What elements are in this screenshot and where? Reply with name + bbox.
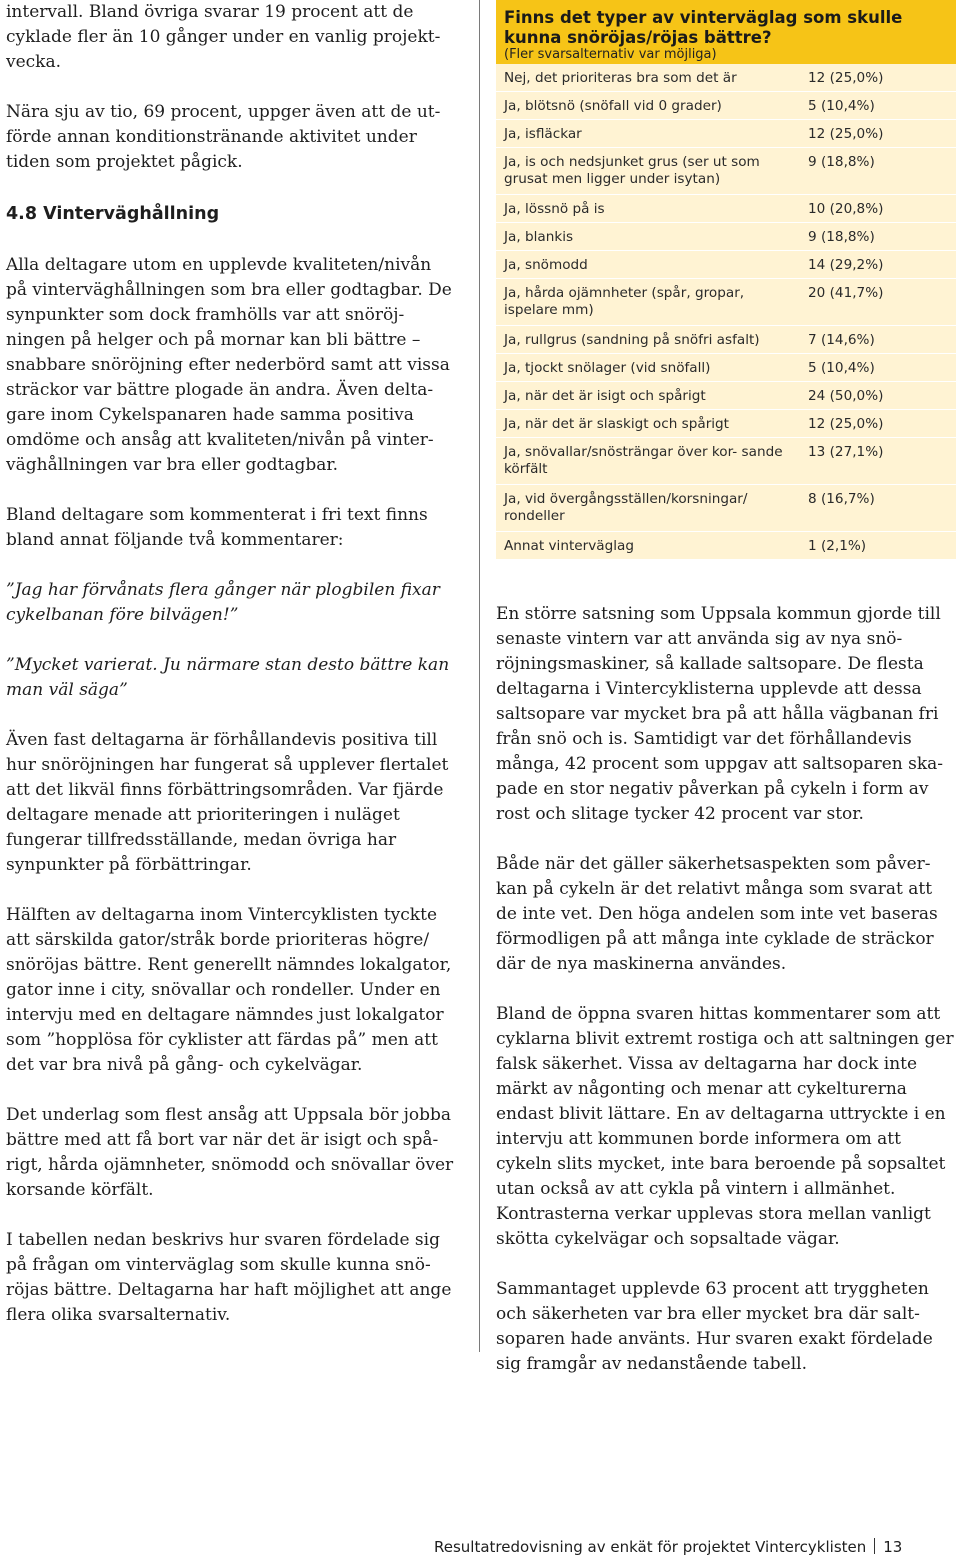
paragraph-prioritization: Hälften av deltagarna inom Vintercyklisten tyckte att särskilda gator/stråk borde prioriteras högre/ snöröjas bättre. Rent generellt nämndes lokalgator, gator inne i city, snövallar och rondeller. Under en intervju med en deltagare nämndes just lokalgator som ”hopplösa för cyklister att färdas på” men att det var bra nivå på gång- och cykelvägar.: [6, 905, 452, 1075]
row-label: Ja, hårda ojämnheter (spår, gropar, ispelare mm): [504, 285, 745, 318]
paragraph-table-intro: I tabellen nedan beskrivs hur svaren fördelade sig på frågan om vinterväglag som skulle kunna snö- röjas bättre. Deltagarna har haft möjlighet att ange flera olika svarsalternativ.: [6, 1230, 452, 1325]
right-column-text: [496, 602, 956, 1377]
paragraph-quality-winter-maintenance: Alla deltagare utom en upplevde kvaliteten/nivån på vinterväghållningen som bra eller godtagbar. De synpunkter som dock framhölls var att snöröj- ningen på helger och på mornar kan bli bättre – snabbare snöröjning efter nederbörd samt att vissa sträckor var bättre plogade än andra. Även delta- gare inom Cykelspanaren hade samma positiva omdöme och ansåg att kvaliteten/nivån på vinter- väghållningen var bra eller godtagbar.: [6, 255, 452, 475]
table-title: Finns det typer av vinterväglag som skulle kunna snöröjas/röjas bättre?: [504, 8, 903, 47]
row-value: 10 (20,8%): [808, 201, 884, 217]
table-row: [496, 148, 956, 195]
table-row: [496, 532, 956, 560]
row-value: 5 (10,4%): [808, 98, 875, 114]
row-label: Ja, snömodd: [504, 257, 588, 273]
paragraph-salt-sweepers: En större satsning som Uppsala kommun gjorde till senaste vintern var att använda sig av nya snö- röjningsmaskiner, så kallade saltsopare. De flesta deltagarna i Vintercyklisterna upplevde att dessa saltsopare var mycket bra på att hålla vägbanan fri från snö och is. Samtidigt var det förhållandevis många, 42 procent som uppgav att saltsoparen ska- pade en stor negativ påverkan på cykeln i form av rost och slitage tycker 42 procent var stor.: [496, 604, 944, 824]
paragraph-condition-activity: Nära sju av tio, 69 procent, uppger även att de ut- förde annan konditionstränande aktivitet under tiden som projektet pågick.: [6, 102, 441, 172]
row-value: 1 (2,1%): [808, 538, 867, 554]
footer-separator: [874, 1538, 875, 1554]
table-row: [496, 223, 956, 251]
table-row: [496, 279, 956, 326]
table-header: [496, 0, 956, 64]
row-label: Ja, isfläckar: [504, 126, 582, 142]
row-value: 9 (18,8%): [808, 154, 875, 170]
table-row: [496, 382, 956, 410]
row-value: 8 (16,7%): [808, 491, 875, 507]
paragraph-summary: Sammantaget upplevde 63 procent att tryggheten och säkerheten var bra eller mycket bra där salt- soparen hade använts. Hur svaren exakt fördelade sig framgår av nedanstående tabell.: [496, 1279, 933, 1374]
table-body: [496, 64, 956, 560]
row-value: 14 (29,2%): [808, 257, 884, 273]
page-footer: [434, 1538, 902, 1556]
table-row: [496, 326, 956, 354]
row-label: Ja, is och nedsjunket grus (ser ut som grusat men ligger under isytan): [504, 154, 760, 187]
left-column: [6, 0, 456, 1328]
row-value: 20 (41,7%): [808, 285, 884, 301]
footer-title: Resultatredovisning av enkät för projektet Vintercyklisten: [434, 1538, 867, 1556]
row-label: Ja, blötsnö (snöfall vid 0 grader): [504, 98, 722, 114]
row-label: Annat vinterväglag: [504, 538, 634, 554]
section-heading-winter-maintenance: 4.8 Vinterväghållning: [6, 204, 220, 224]
winter-conditions-table: [496, 0, 956, 560]
table-row: [496, 195, 956, 223]
quote-varied: ”Mycket varierat. Ju närmare stan desto bättre kan man väl säga”: [6, 655, 450, 700]
table-row: [496, 438, 956, 485]
row-value: 24 (50,0%): [808, 388, 884, 404]
paragraph-surfaces: Det underlag som flest ansåg att Uppsala bör jobba bättre med att få bort var när det är isigt och spå- rigt, hårda ojämnheter, snömodd och snövallar över korsande körfält.: [6, 1105, 454, 1200]
table-subtitle: (Fler svarsalternativ var möjliga): [504, 47, 717, 62]
row-label: Ja, när det är slaskigt och spårigt: [504, 416, 730, 432]
row-value: 12 (25,0%): [808, 70, 884, 86]
row-value: 5 (10,4%): [808, 360, 875, 376]
table-row: [496, 92, 956, 120]
row-value: 12 (25,0%): [808, 126, 884, 142]
quote-snowplow: ”Jag har förvånats flera gånger när plogbilen fixar cykelbanan före bilvägen!”: [6, 580, 440, 625]
paragraph-open-answers: Bland de öppna svaren hittas kommentarer som att cyklarna blivit extremt rostiga och att saltningen ger falsk säkerhet. Vissa av deltagarna har dock inte märkt av någonting och menar att cykelturerna endast blivit lättare. En av deltagarna uttryckte i en intervju att kommunen borde informera om att cykeln slits mycket, inte bara beroende på sopsaltet utan också av att cykla på vintern i allmänhet. Kontrasterna verkar upplevas stora mellan vanligt skötta cykelvägar och sopsaltade vägar.: [496, 1004, 954, 1249]
row-label: Nej, det prioriteras bra som det är: [504, 70, 737, 86]
row-value: 7 (14,6%): [808, 332, 875, 348]
row-value: 13 (27,1%): [808, 444, 884, 460]
table-row: [496, 354, 956, 382]
row-label: Ja, rullgrus (sandning på snöfri asfalt): [504, 332, 760, 348]
table-row: [496, 251, 956, 279]
row-label: Ja, lössnö på is: [504, 201, 605, 217]
table-row: [496, 64, 956, 92]
row-label: Ja, snövallar/snösträngar över kor- sande körfält: [504, 444, 783, 477]
paragraph-improvement-areas: Även fast deltagarna är förhållandevis positiva till hur snöröjningen har fungerat så upplever flertalet att det likväl finns förbättringsområden. Var fjärde deltagare menade att prioriteringen i nuläget fungerar tillfredsställande, medan övriga har synpunkter på förbättringar.: [6, 730, 449, 875]
paragraph-safety-aspect: Både när det gäller säkerhetsaspekten som påver- kan på cykeln är det relativt många som svarat att de inte vet. Den höga andelen som inte vet baseras förmodligen på att många inte cyklade de sträckor där de nya maskinerna användes.: [496, 854, 938, 974]
row-label: Ja, vid övergångsställen/korsningar/ rondeller: [504, 491, 748, 524]
table-row: [496, 120, 956, 148]
row-label: Ja, blankis: [504, 229, 574, 245]
row-value: 9 (18,8%): [808, 229, 875, 245]
paragraph-training-interval: intervall. Bland övriga svarar 19 procent att de cyklade fler än 10 gånger under en vanlig projekt- vecka.: [6, 2, 441, 72]
page-number: 13: [883, 1538, 903, 1556]
table-row: [496, 410, 956, 438]
row-value: 12 (25,0%): [808, 416, 884, 432]
paragraph-free-text-intro: Bland deltagare som kommenterat i fri text finns bland annat följande två kommentarer:: [6, 505, 428, 550]
table-row: [496, 485, 956, 532]
row-label: Ja, när det är isigt och spårigt: [504, 388, 706, 404]
row-label: Ja, tjockt snölager (vid snöfall): [504, 360, 711, 376]
column-divider: [479, 0, 480, 1352]
